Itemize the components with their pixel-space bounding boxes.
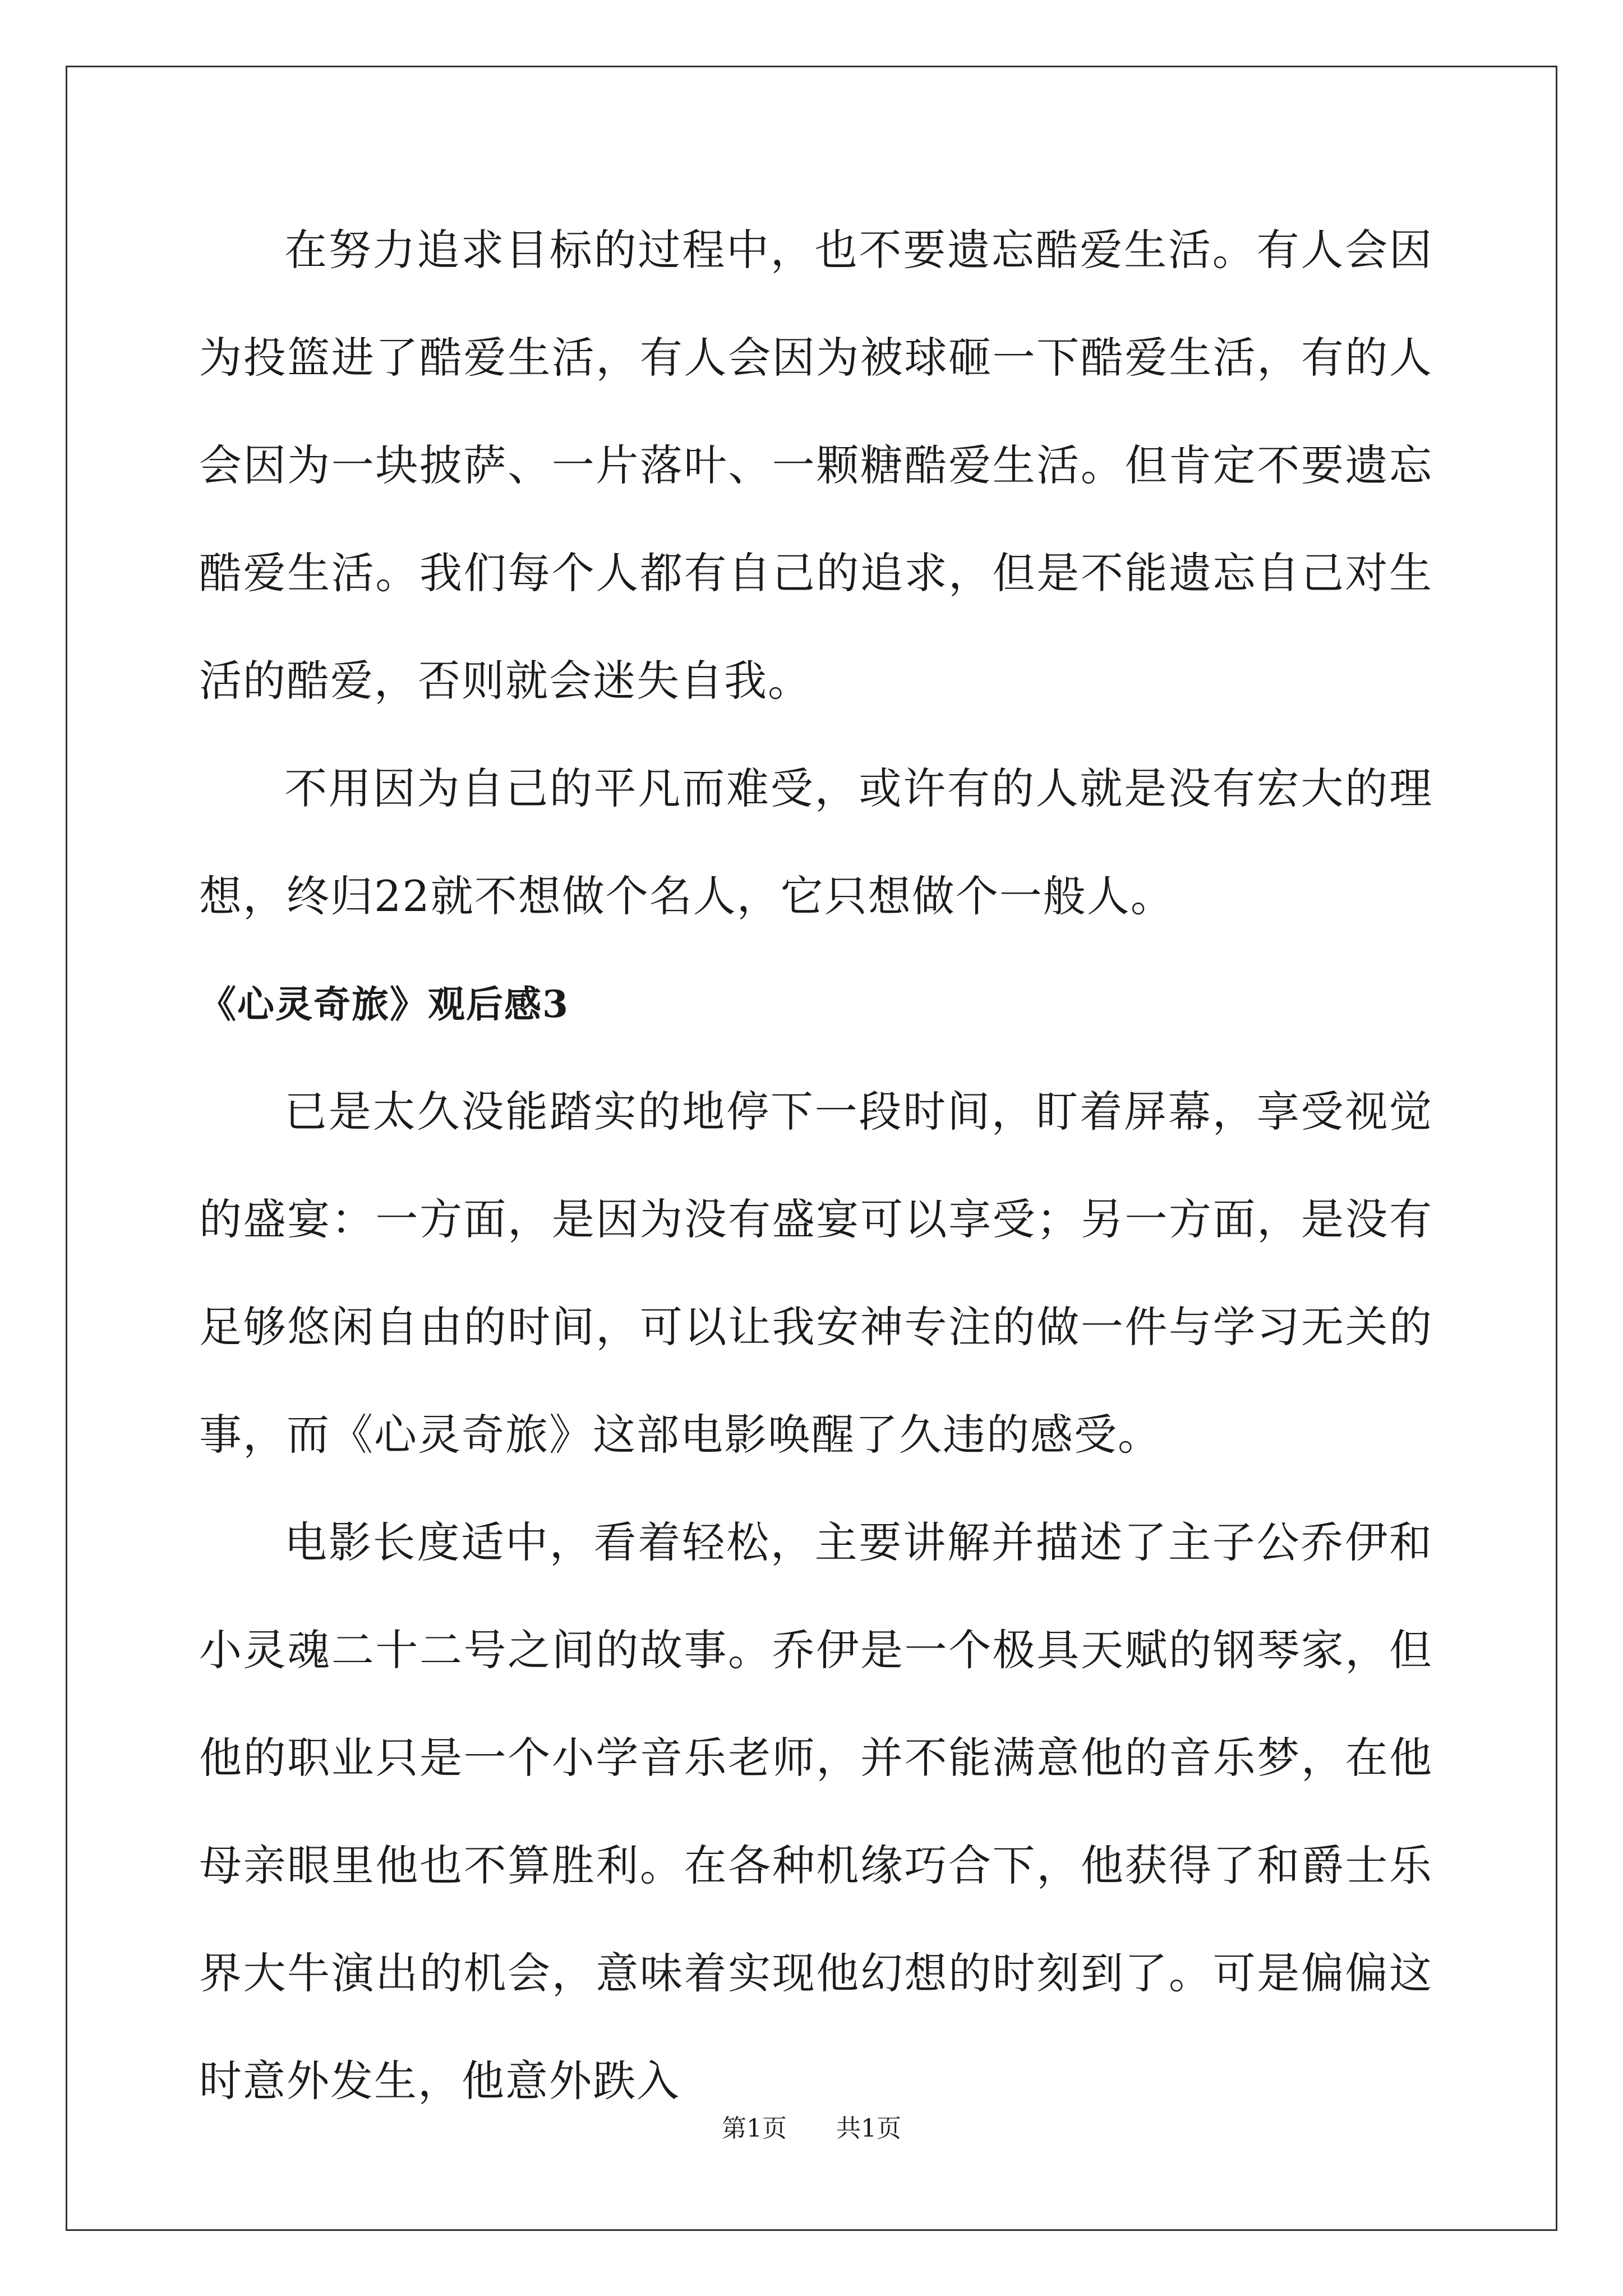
paragraph: 不用因为自己的平凡而难受，或许有的人就是没有宏大的理想，终归22就不想做个名人，它只想做个一般人。 xyxy=(199,763,1433,921)
paragraph: 已是太久没能踏实的地停下一段时间，盯着屏幕，享受视觉的盛宴：一方面，是因为没有盛宴可以享受；另一方面，是没有足够悠闲自由的时间，可以让我安神专注的做一件与学习无关的事，而《心灵奇旅》这部电影唤醒了久违的感受。 xyxy=(199,1087,1433,1460)
page-number: 第1页 xyxy=(722,2114,787,2143)
section-heading: 《心灵奇旅》观后感3 xyxy=(199,982,569,1026)
paragraph: 在努力追求目标的过程中，也不要遗忘酷爱生活。有人会因为投篮进了酷爱生活，有人会因为被球砸一下酷爱生活，有的人会因为一块披萨、一片落叶、一颗糖酷爱生活。但肯定不要遗忘酷爱生活。我们每个人都有自己的追求，但是不能遗忘自己对生活的酷爱，否则就会迷失自我。 xyxy=(199,225,1433,706)
page-footer xyxy=(0,2112,1623,2146)
paragraph: 电影长度适中，看着轻松，主要讲解并描述了主子公乔伊和小灵魂二十二号之间的故事。乔伊是一个极具天赋的钢琴家，但他的职业只是一个小学音乐老师，并不能满意他的音乐梦，在他母亲眼里他也不算胜利。在各种机缘巧合下，他获得了和爵士乐界大牛演出的机会，意味着实现他幻想的时刻到了。可是偏偏这时意外发生，他意外跌入 xyxy=(199,1517,1433,2106)
page-total: 共1页 xyxy=(836,2114,901,2143)
